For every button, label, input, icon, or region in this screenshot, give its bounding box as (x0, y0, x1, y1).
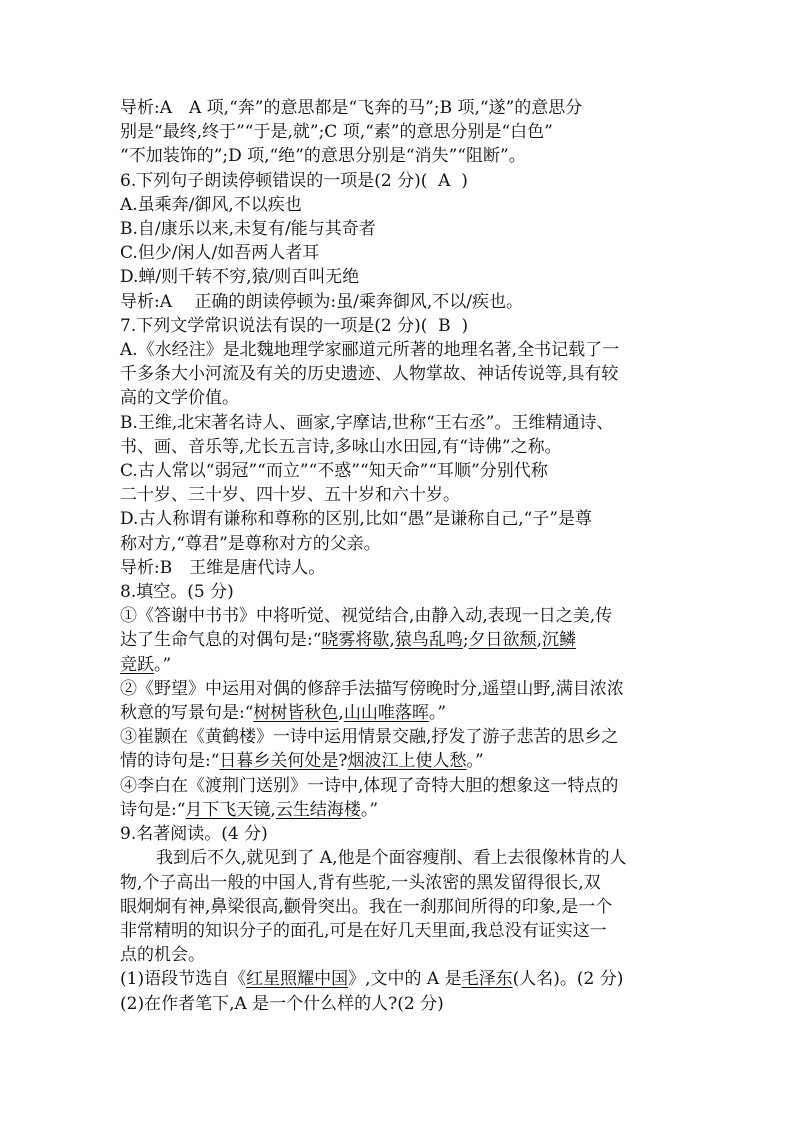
q8-item2-line (120, 701, 680, 725)
q9-sub1-suffix: (人名)。(2 分) (512, 969, 624, 990)
q8-item1-prefix: 达了生命气息的对偶句是:“ (120, 630, 322, 651)
q8-item4-sep: , (270, 799, 276, 820)
q6-option-d: D.蝉/则千转不穷,猿/则百叫无绝 (120, 267, 360, 288)
q8-item3-line (120, 749, 680, 773)
q8-item3-suffix: 。” (466, 751, 484, 772)
q8-item1-answer: 沉鳞 (541, 630, 576, 651)
q8-item4-line (120, 798, 680, 822)
q8-stem: 8.填空。(5 分) (120, 582, 234, 603)
q8-item4-line: ④李白在《渡荆门送别》一诗中,体现了奇特大胆的想象这一特点的 (120, 775, 619, 796)
q8-item2-answer: 树树皆秋色 (253, 703, 339, 724)
q8-item1-sep: , (536, 630, 542, 651)
q8-item2-answer: 山山唯落晖 (343, 703, 429, 724)
q6-option-b: B.自/康乐以来,未复有/能与其奇者 (120, 219, 376, 240)
q8-item2-suffix: 。” (428, 703, 447, 724)
q7-option-line: 书、画、音乐等,尤长五言诗,多咏山水田园,有“诗佛”之称。 (120, 436, 562, 457)
q8-item3-answer: 日暮乡关何处是 (219, 751, 339, 772)
q6-answer: A (438, 170, 451, 191)
q9-passage-line: 点的机会。 (120, 945, 205, 966)
q8-item1-line (120, 628, 680, 652)
q7-option-line: C.古人常以“弱冠”“而立”“不惑”“知天命”“耳顺”分别代称 (120, 461, 548, 482)
q5-analysis-line: “不加装饰的”;D 项,“绝”的意思分别是“消失”“阻断”。 (120, 146, 526, 167)
q8-item1-answer: 晓雾将歇 (321, 630, 390, 651)
q8-item4-answer: 月下飞天镜 (185, 799, 271, 820)
q8-item1-answer: 猿鸟乱鸣 (394, 630, 463, 651)
q5-analysis-line: 导析:A A 项,“奔”的意思都是“飞奔的马”;B 项,“遂”的意思分 (120, 98, 583, 118)
q6-stem-end: ) (461, 170, 468, 191)
q8-item3-line: ③崔颢在《黄鹤楼》一诗中运用情景交融,抒发了游子悲苦的思乡之 (120, 727, 619, 748)
q8-item4-suffix: 。” (360, 799, 379, 820)
q9-passage-line: 物,个子高出一般的中国人,背有些驼,一头浓密的黑发留得很长,双 (120, 872, 601, 893)
q7-stem-text: 7.下列文学常识说法有误的一项是(2 分)( (120, 315, 428, 336)
q9-sub1 (120, 967, 680, 991)
q6-stem-text: 6.下列句子朗读停顿错误的一项是(2 分)( (120, 170, 428, 191)
q7-stem-end: ) (461, 315, 469, 336)
q9-sub1-prefix: (1)语段节选自《 (120, 969, 247, 990)
q9-stem: 9.名著阅读。(4 分) (120, 824, 268, 845)
q7-option-line: B.王维,北宋著名诗人、画家,字摩诘,世称“王右丞”。王维精通诗、 (120, 412, 614, 433)
q9-sub1-name-answer: 毛泽东 (461, 969, 513, 990)
q8-item1-sep: ; (462, 630, 469, 651)
q7-option-line: 二十岁、三十岁、四十岁、五十岁和六十岁。 (120, 485, 460, 506)
q8-item3-answer: 烟波江上使人愁 (347, 751, 467, 772)
q8-item3-prefix: 情的诗句是:“ (120, 751, 220, 772)
q7-stem (120, 314, 680, 338)
q8-item1-sep: , (389, 630, 395, 651)
q7-option-line: D.古人称谓有谦称和尊称的区别,比如“愚”是谦称自己,“子”是尊 (120, 509, 592, 530)
q9-sub1-mid: 》,文中的 A 是 (348, 969, 462, 990)
q6-analysis: 导析:A 正确的朗读停顿为:虽/乘奔御风,不以/疾也。 (120, 291, 523, 312)
q8-item1-line: ①《答谢中书书》中将听觉、视觉结合,由静入动,表现一日之美,传 (120, 606, 613, 627)
q7-option-line: 千多条大小河流及有关的历史遗迹、人物掌故、神话传说等,具有较 (120, 364, 619, 385)
q7-option-line: 称对方,“尊君”是尊称对方的父亲。 (120, 533, 381, 554)
q8-item2-prefix: 秋意的写景句是:“ (120, 703, 254, 724)
q8-item4-answer: 云生结海楼 (275, 799, 361, 820)
q8-item3-sep: ? (338, 751, 348, 772)
q9-sub2: (2)在作者笔下,A 是一个什么样的人?(2 分) (120, 993, 444, 1014)
q6-stem (120, 169, 680, 193)
q8-item4-prefix: 诗句是:“ (120, 799, 186, 820)
q8-item2-line: ②《野望》中运用对偶的修辞手法描写傍晚时分,遥望山野,满目浓浓 (120, 678, 624, 699)
q8-item2-sep: , (338, 703, 344, 724)
q9-sub1-book-answer: 红星照耀中国 (246, 969, 349, 990)
q9-passage-line: 我到后不久,就见到了 A,他是个面容瘦削、看上去很像林肯的人 (156, 848, 627, 869)
q8-item1-answer: 夕日欲颓 (468, 630, 537, 651)
document-page (120, 96, 680, 1016)
q6-option-c: C.但少/闲人/如吾两人者耳 (120, 243, 320, 264)
q8-item1-suffix: 。” (154, 654, 172, 675)
q9-passage-line: 非常精明的知识分子的面孔,可是在好几天里面,我总没有证实这一 (120, 920, 607, 941)
q7-analysis: 导析:B 王维是唐代诗人。 (120, 557, 326, 578)
q5-analysis-line: 别是“最终,终于”“于是,就”;C 项,“素”的意思分别是“白色” (120, 122, 553, 143)
q8-item1-answer: 竞跃 (120, 654, 154, 675)
q7-answer: B (438, 315, 451, 336)
q9-passage-line: 眼炯炯有神,鼻梁很高,颧骨突出。我在一刹那间所得的印象,是一个 (120, 896, 613, 917)
q6-option-a: A.虽乘奔/御风,不以疾也 (120, 194, 302, 215)
q8-item1-line (120, 653, 680, 677)
q7-option-line: A.《水经注》是北魏地理学家郦道元所著的地理名著,全书记载了一 (120, 340, 620, 361)
q7-option-line: 高的文学价值。 (120, 388, 239, 409)
